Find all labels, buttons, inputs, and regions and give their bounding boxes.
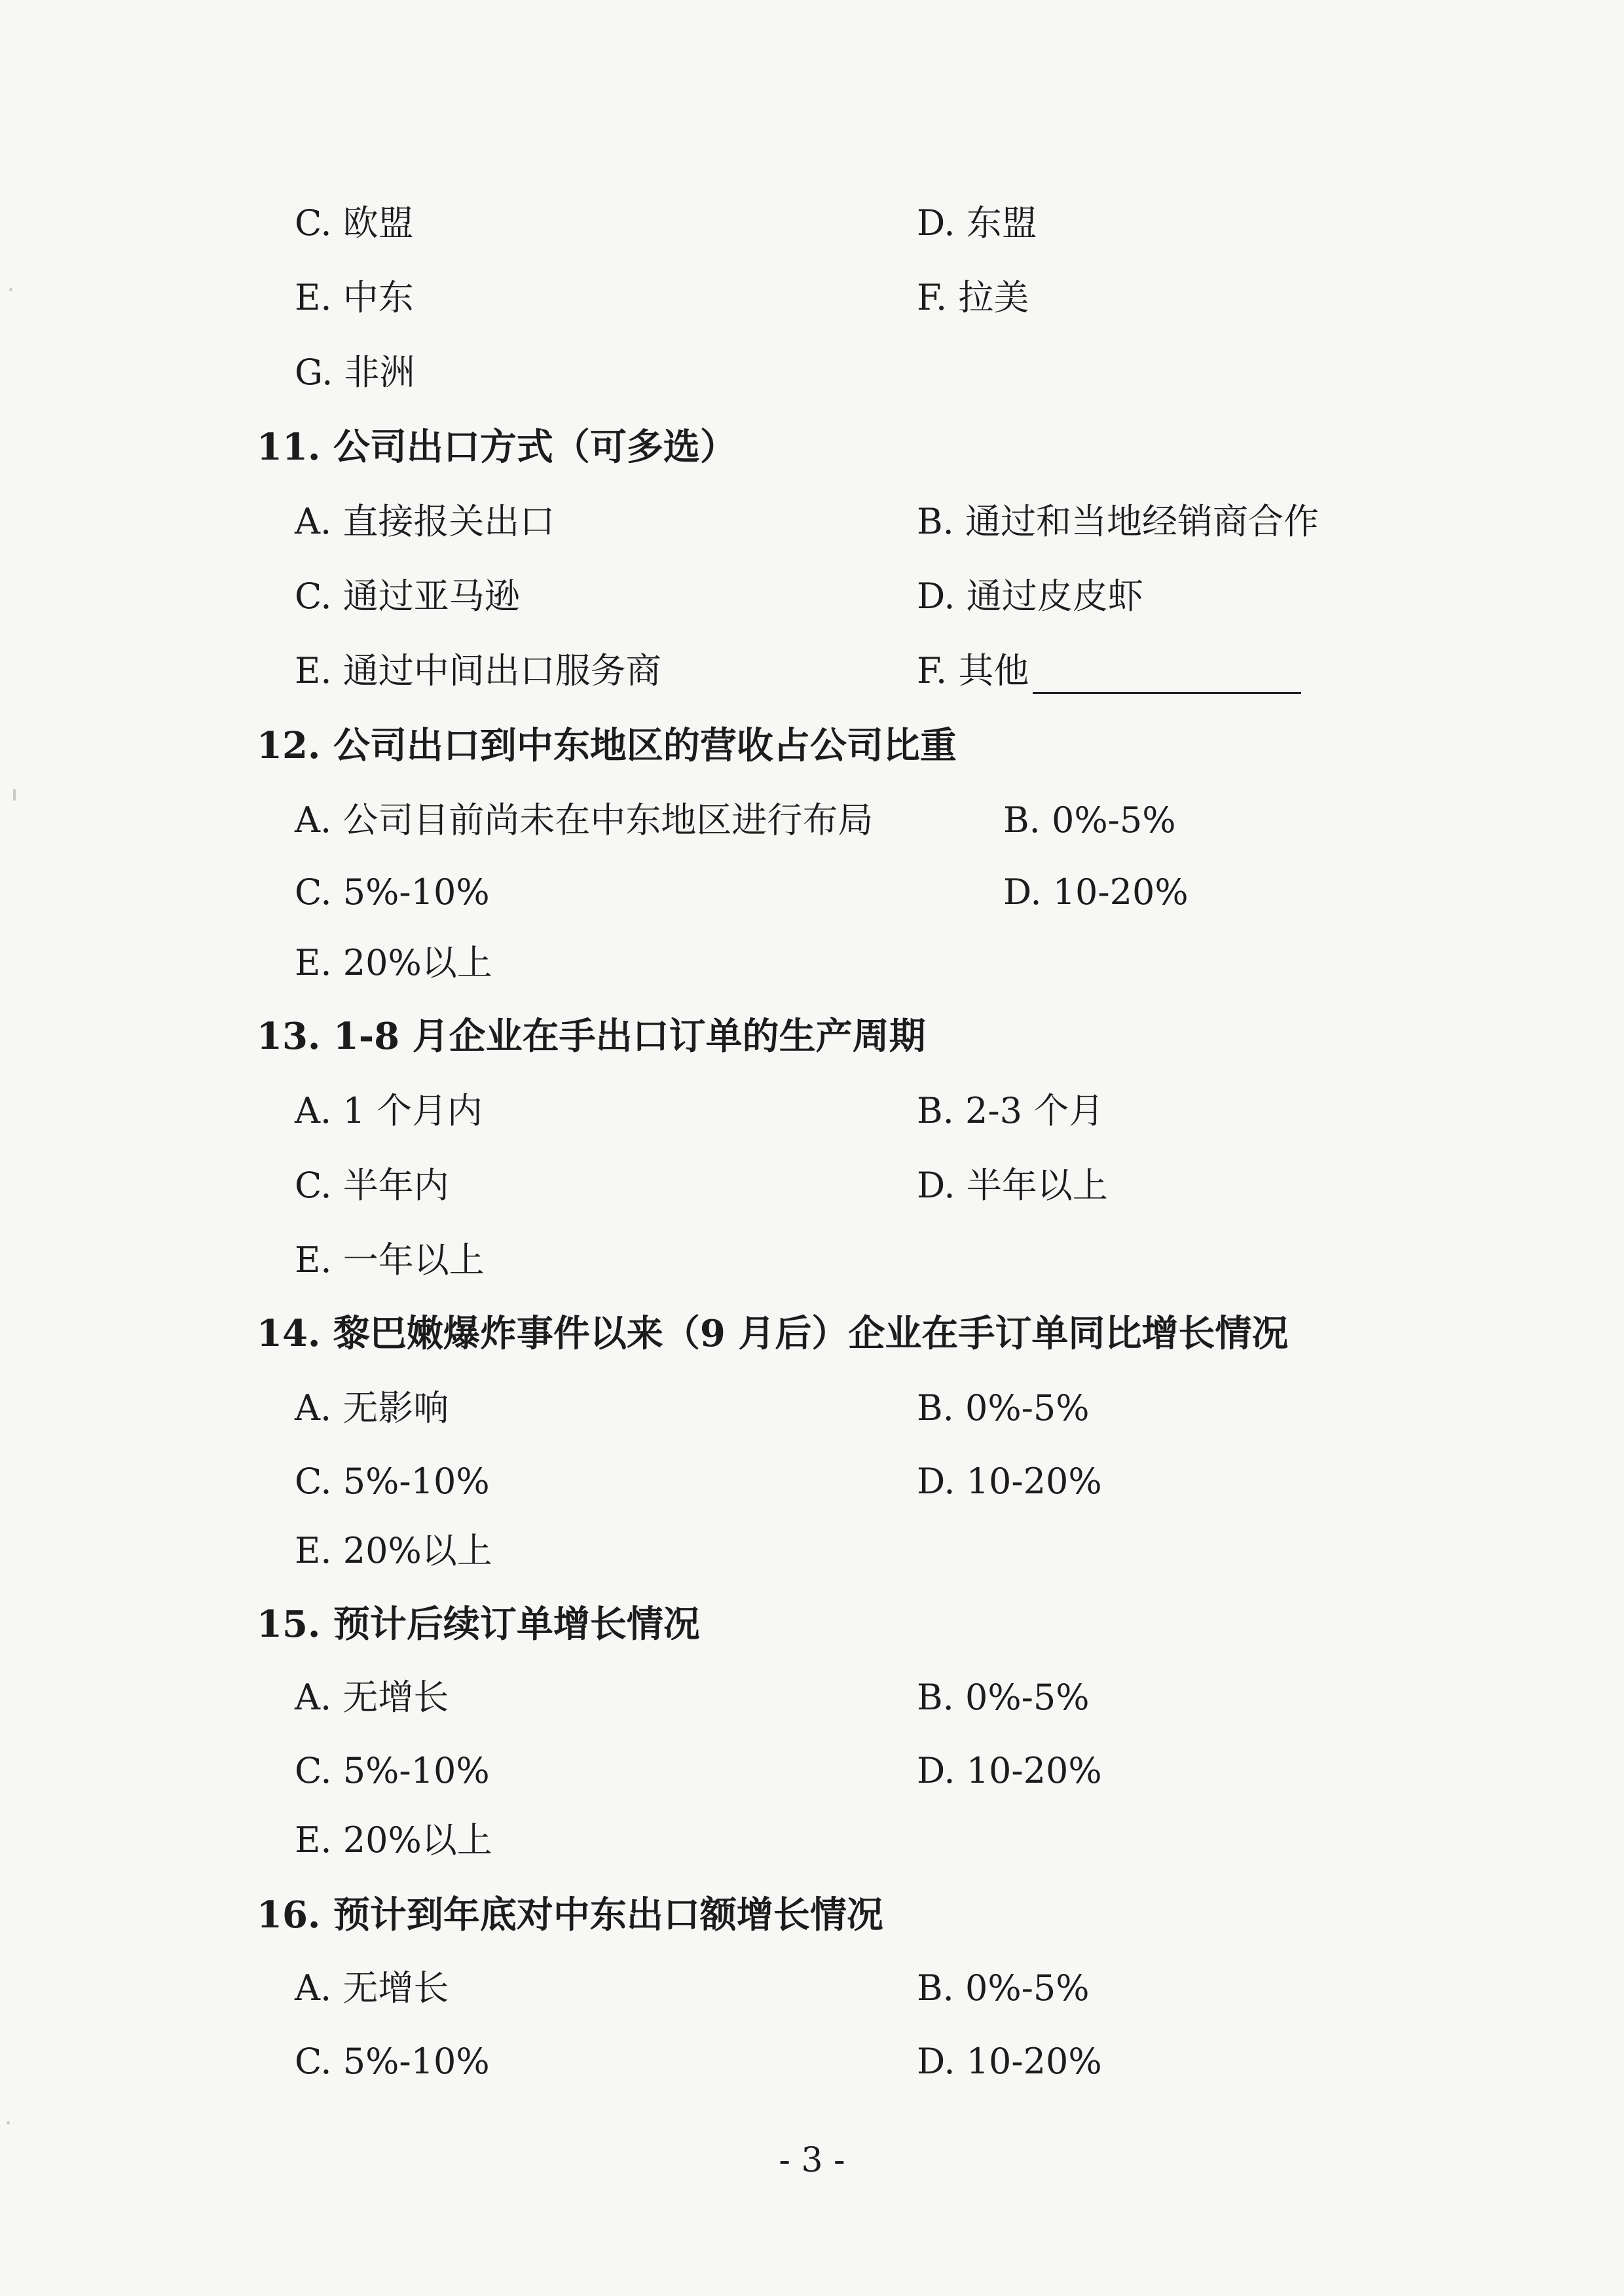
q13-option-e: E. 一年以上 — [295, 1239, 485, 1281]
q16-title: 16. 预计到年底对中东出口额增长情况 — [257, 1893, 883, 1937]
q13-title: 13. 1-8 月企业在手出口订单的生产周期 — [257, 1015, 926, 1058]
q13-option-b: B. 2-3 个月 — [917, 1090, 1105, 1131]
scan-speck — [7, 2121, 10, 2124]
scan-speck — [13, 789, 16, 801]
q13-option-d: D. 半年以上 — [917, 1165, 1108, 1206]
q12-title: 12. 公司出口到中东地区的营收占公司比重 — [257, 724, 957, 767]
q14-option-c: C. 5%-10% — [295, 1461, 490, 1502]
q13-option-c: C. 半年内 — [295, 1165, 449, 1206]
q12-option-d: D. 10-20% — [1003, 871, 1189, 913]
q15-option-a: A. 无增长 — [295, 1677, 449, 1718]
q13-option-a: A. 1 个月内 — [295, 1090, 483, 1131]
fill-in-blank-line — [1033, 658, 1301, 694]
q10-option-d: D. 东盟 — [917, 202, 1037, 244]
q10-option-f: F. 拉美 — [917, 277, 1029, 318]
q14-title: 14. 黎巴嫩爆炸事件以来（9 月后）企业在手订单同比增长情况 — [257, 1312, 1289, 1355]
q15-option-d: D. 10-20% — [917, 1750, 1102, 1791]
q11-option-b: B. 通过和当地经销商合作 — [917, 501, 1320, 542]
q15-option-e: E. 20%以上 — [295, 1819, 492, 1861]
q14-option-e: E. 20%以上 — [295, 1530, 492, 1571]
q11-title: 11. 公司出口方式（可多选） — [257, 426, 737, 469]
q15-option-b: B. 0%-5% — [917, 1677, 1090, 1718]
q11-option-f-label: F. 其他 — [917, 650, 1029, 691]
q12-option-e: E. 20%以上 — [295, 942, 492, 983]
q15-option-c: C. 5%-10% — [295, 1750, 490, 1791]
q10-option-g: G. 非洲 — [295, 352, 415, 393]
q11-option-a: A. 直接报关出口 — [295, 501, 555, 542]
q11-option-d: D. 通过皮皮虾 — [917, 575, 1143, 617]
q12-option-c: C. 5%-10% — [295, 871, 490, 913]
q12-option-b: B. 0%-5% — [1003, 799, 1176, 841]
q11-option-f — [917, 648, 1301, 694]
q14-option-b: B. 0%-5% — [917, 1387, 1090, 1429]
q16-option-c: C. 5%-10% — [295, 2041, 490, 2082]
q16-option-b: B. 0%-5% — [917, 1967, 1090, 2009]
q10-option-c: C. 欧盟 — [295, 202, 414, 244]
scan-speck — [9, 288, 12, 291]
page-number: - 3 - — [779, 2141, 845, 2180]
q14-option-d: D. 10-20% — [917, 1461, 1102, 1502]
q11-option-e: E. 通过中间出口服务商 — [295, 650, 661, 691]
q11-option-c: C. 通过亚马逊 — [295, 575, 520, 617]
q15-title: 15. 预计后续订单增长情况 — [257, 1603, 700, 1646]
q10-option-e: E. 中东 — [295, 277, 414, 318]
q12-option-a: A. 公司目前尚未在中东地区进行布局 — [295, 799, 874, 841]
q16-option-a: A. 无增长 — [295, 1967, 449, 2009]
q14-option-a: A. 无影响 — [295, 1387, 449, 1429]
q16-option-d: D. 10-20% — [917, 2041, 1102, 2082]
